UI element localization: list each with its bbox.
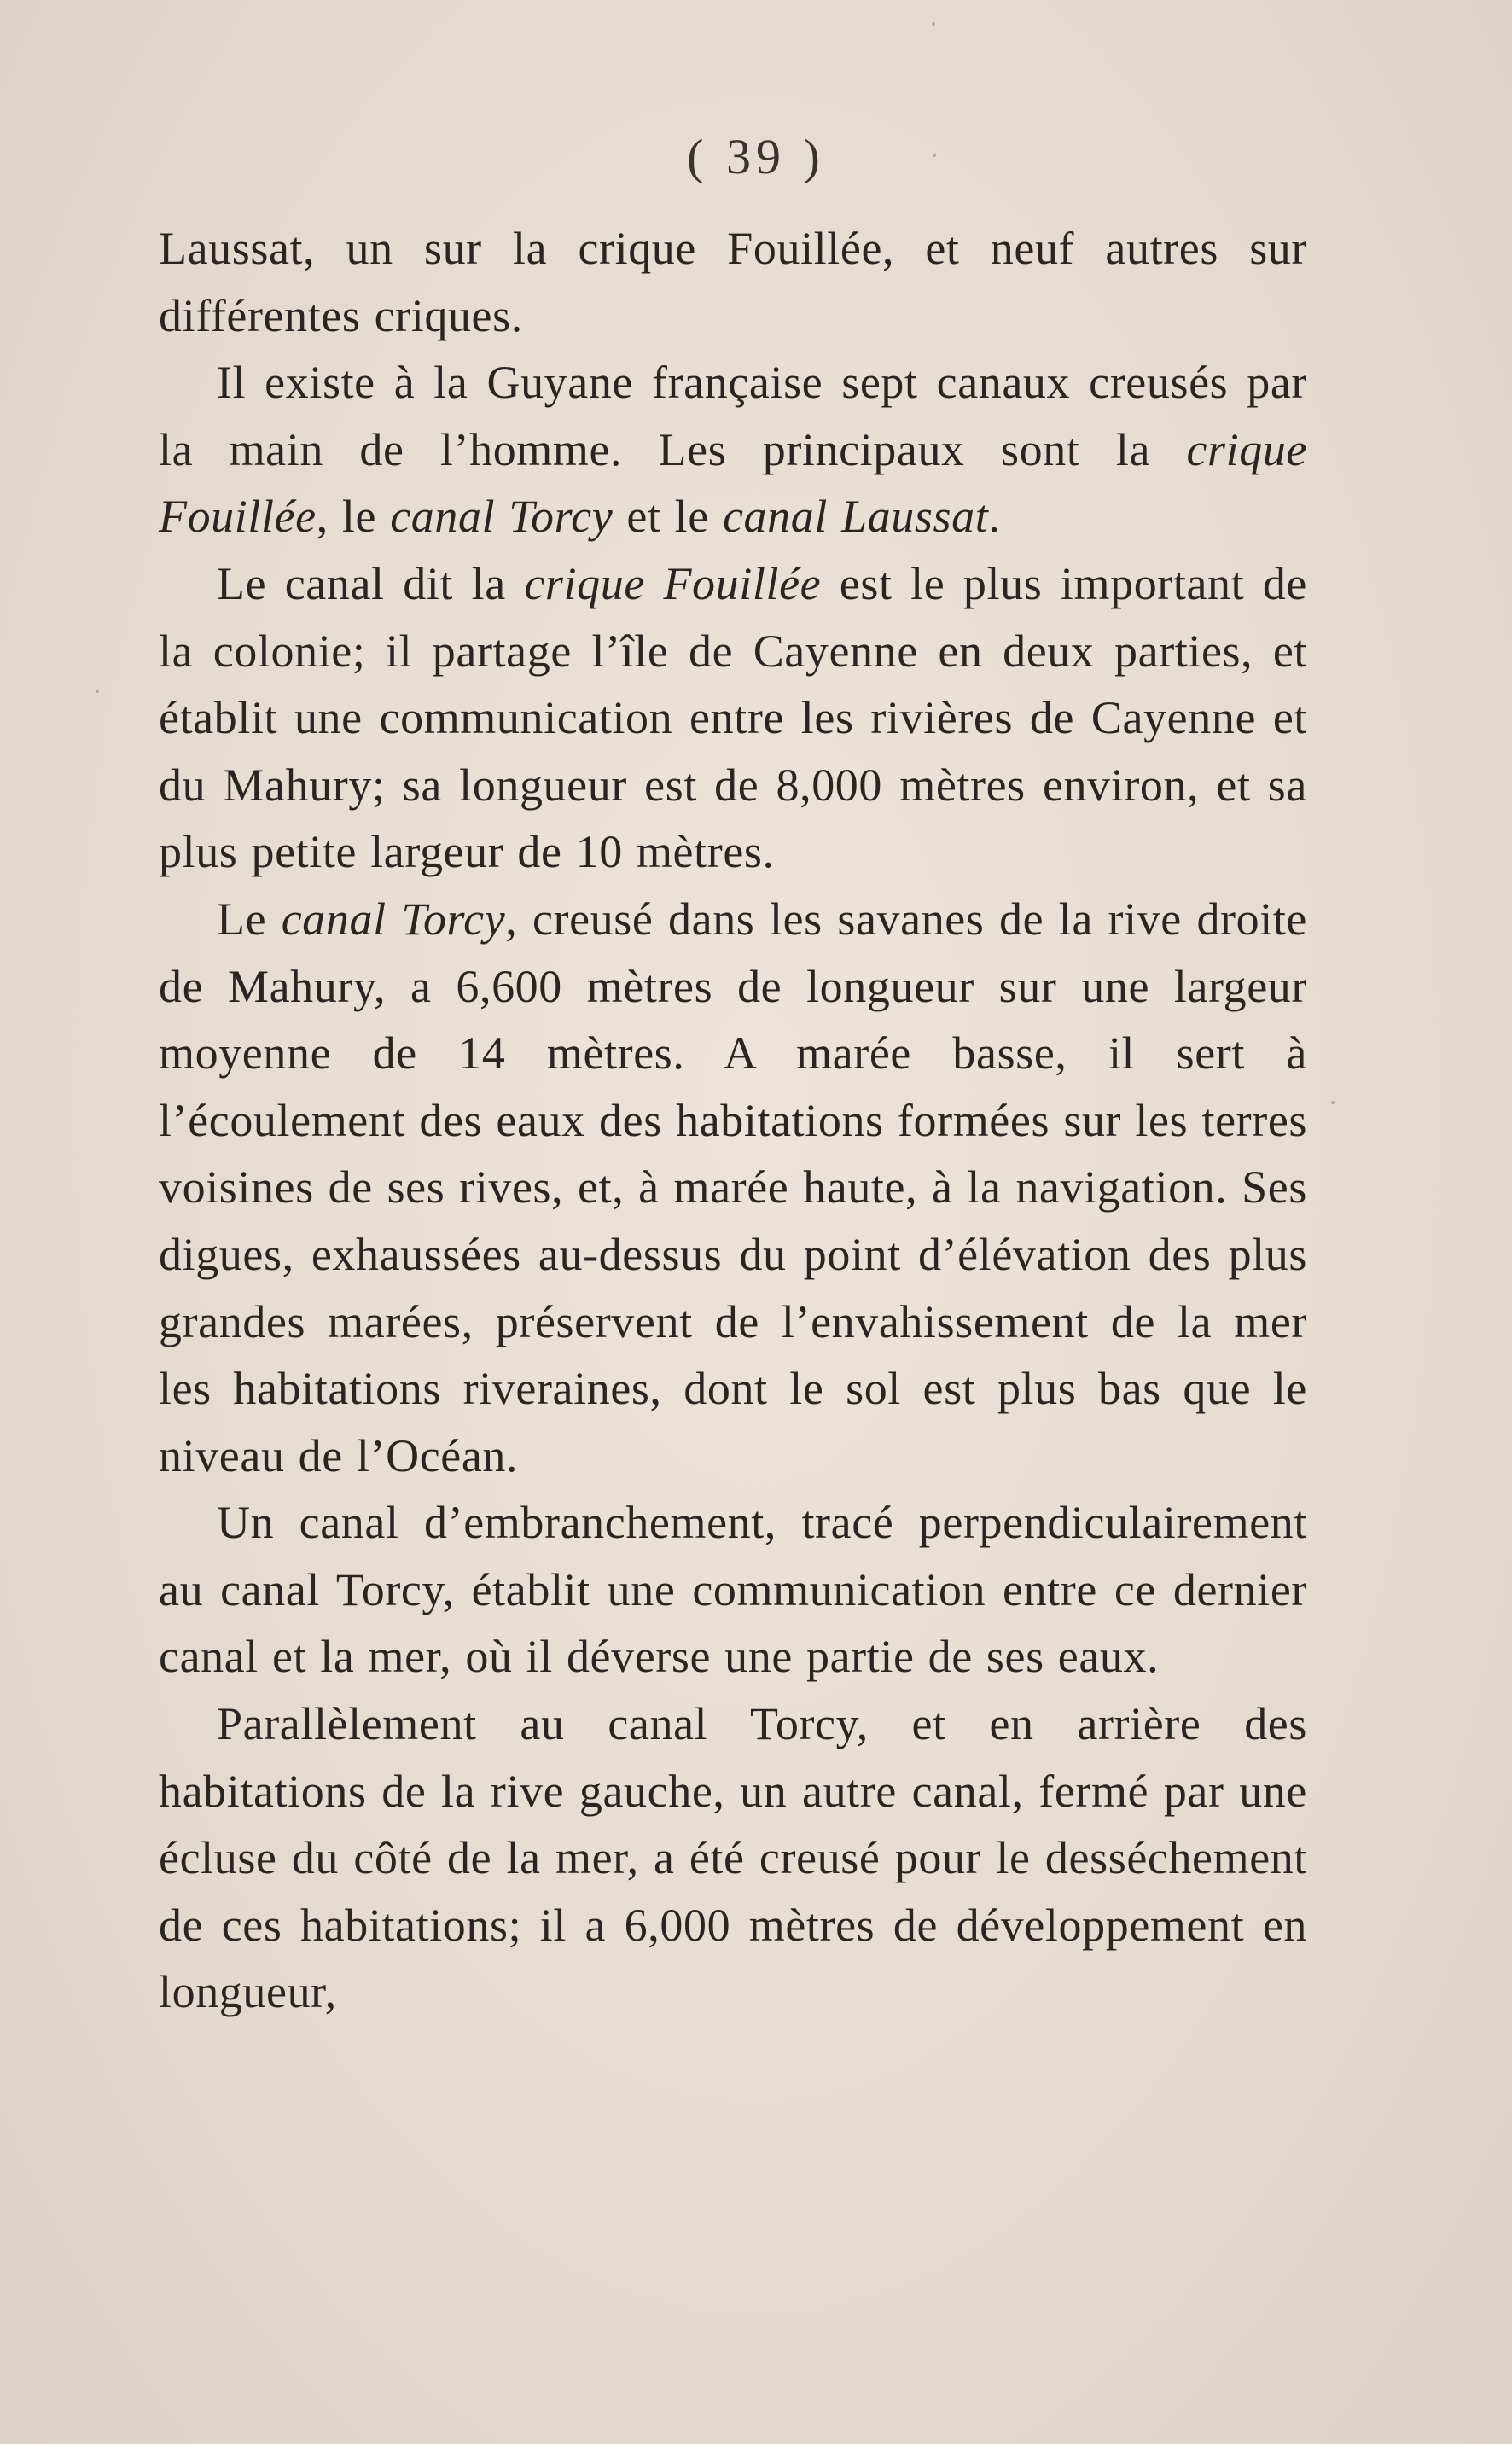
text-segment: .: [988, 491, 1001, 543]
page-number: ( 39 ): [687, 129, 825, 184]
paper-speck: [933, 154, 936, 157]
text-segment: Un canal d’embranchement, tracé perpendiculairement au canal Torcy, établit une communication entre ce dernier canal et la mer, où il déverse une partie de ses eaux.: [159, 1497, 1307, 1683]
body-text: [159, 215, 1307, 2026]
text-segment: Le: [217, 893, 282, 945]
text-segment: Il existe à la Guyane française sept canaux creusés par la main de l’homme. Les principaux sont la: [159, 357, 1307, 475]
text-segment: Parallèlement au canal Torcy, et en arrière des habitations de la rive gauche, un autre canal, fermé par une écluse du côté de la mer, a été creusé pour le desséchement de ces habitations; il a 6,000 mètres de développement en longueur,: [159, 1698, 1307, 2018]
italic-term: canal Laussat: [722, 491, 989, 543]
italic-term: canal Torcy: [281, 893, 506, 945]
text-segment: , creusé dans les savanes de la rive droite de Mahury, a 6,600 mètres de longueur sur une largeur moyenne de 14 mètres. A marée basse, il sert à l’écoulement des eaux des habitations formées sur les terres voisines de ses rives, et, à marée haute, à la navigation. Ses digues, exhaussées au-dessus du point d’élévation des plus grandes marées, préservent de l’envahissement de la mer les habitations riveraines, dont le sol est plus bas que le niveau de l’Océan.: [159, 893, 1307, 1481]
italic-term: crique Fouillée: [524, 557, 822, 609]
text-segment: , le: [316, 491, 391, 543]
paragraph: [159, 550, 1307, 886]
paper-speck: [1331, 1101, 1335, 1104]
paper-speck: [932, 22, 935, 26]
paragraph: [159, 1489, 1307, 1690]
text-segment: et le: [613, 491, 723, 543]
paper-speck: [96, 690, 99, 693]
italic-term: crique Fouillée: [159, 423, 1307, 543]
paragraph: [159, 886, 1307, 1489]
text-segment: Le canal dit la: [217, 557, 525, 609]
paragraph: [159, 1690, 1307, 2026]
text-segment: Laussat, un sur la crique Fouillée, et neuf autres sur différentes criques.: [159, 223, 1307, 341]
italic-term: canal Torcy: [390, 491, 614, 543]
text-segment: est le plus important de la colonie; il partage l’île de Cayenne en deux parties, et établit une communication entre les rivières de Cayenne et du Mahury; sa longueur est de 8,000 mètres environ, et sa plus petite largeur de 10 mètres.: [159, 557, 1307, 878]
paragraph: [159, 349, 1307, 550]
paragraph: [159, 215, 1307, 349]
